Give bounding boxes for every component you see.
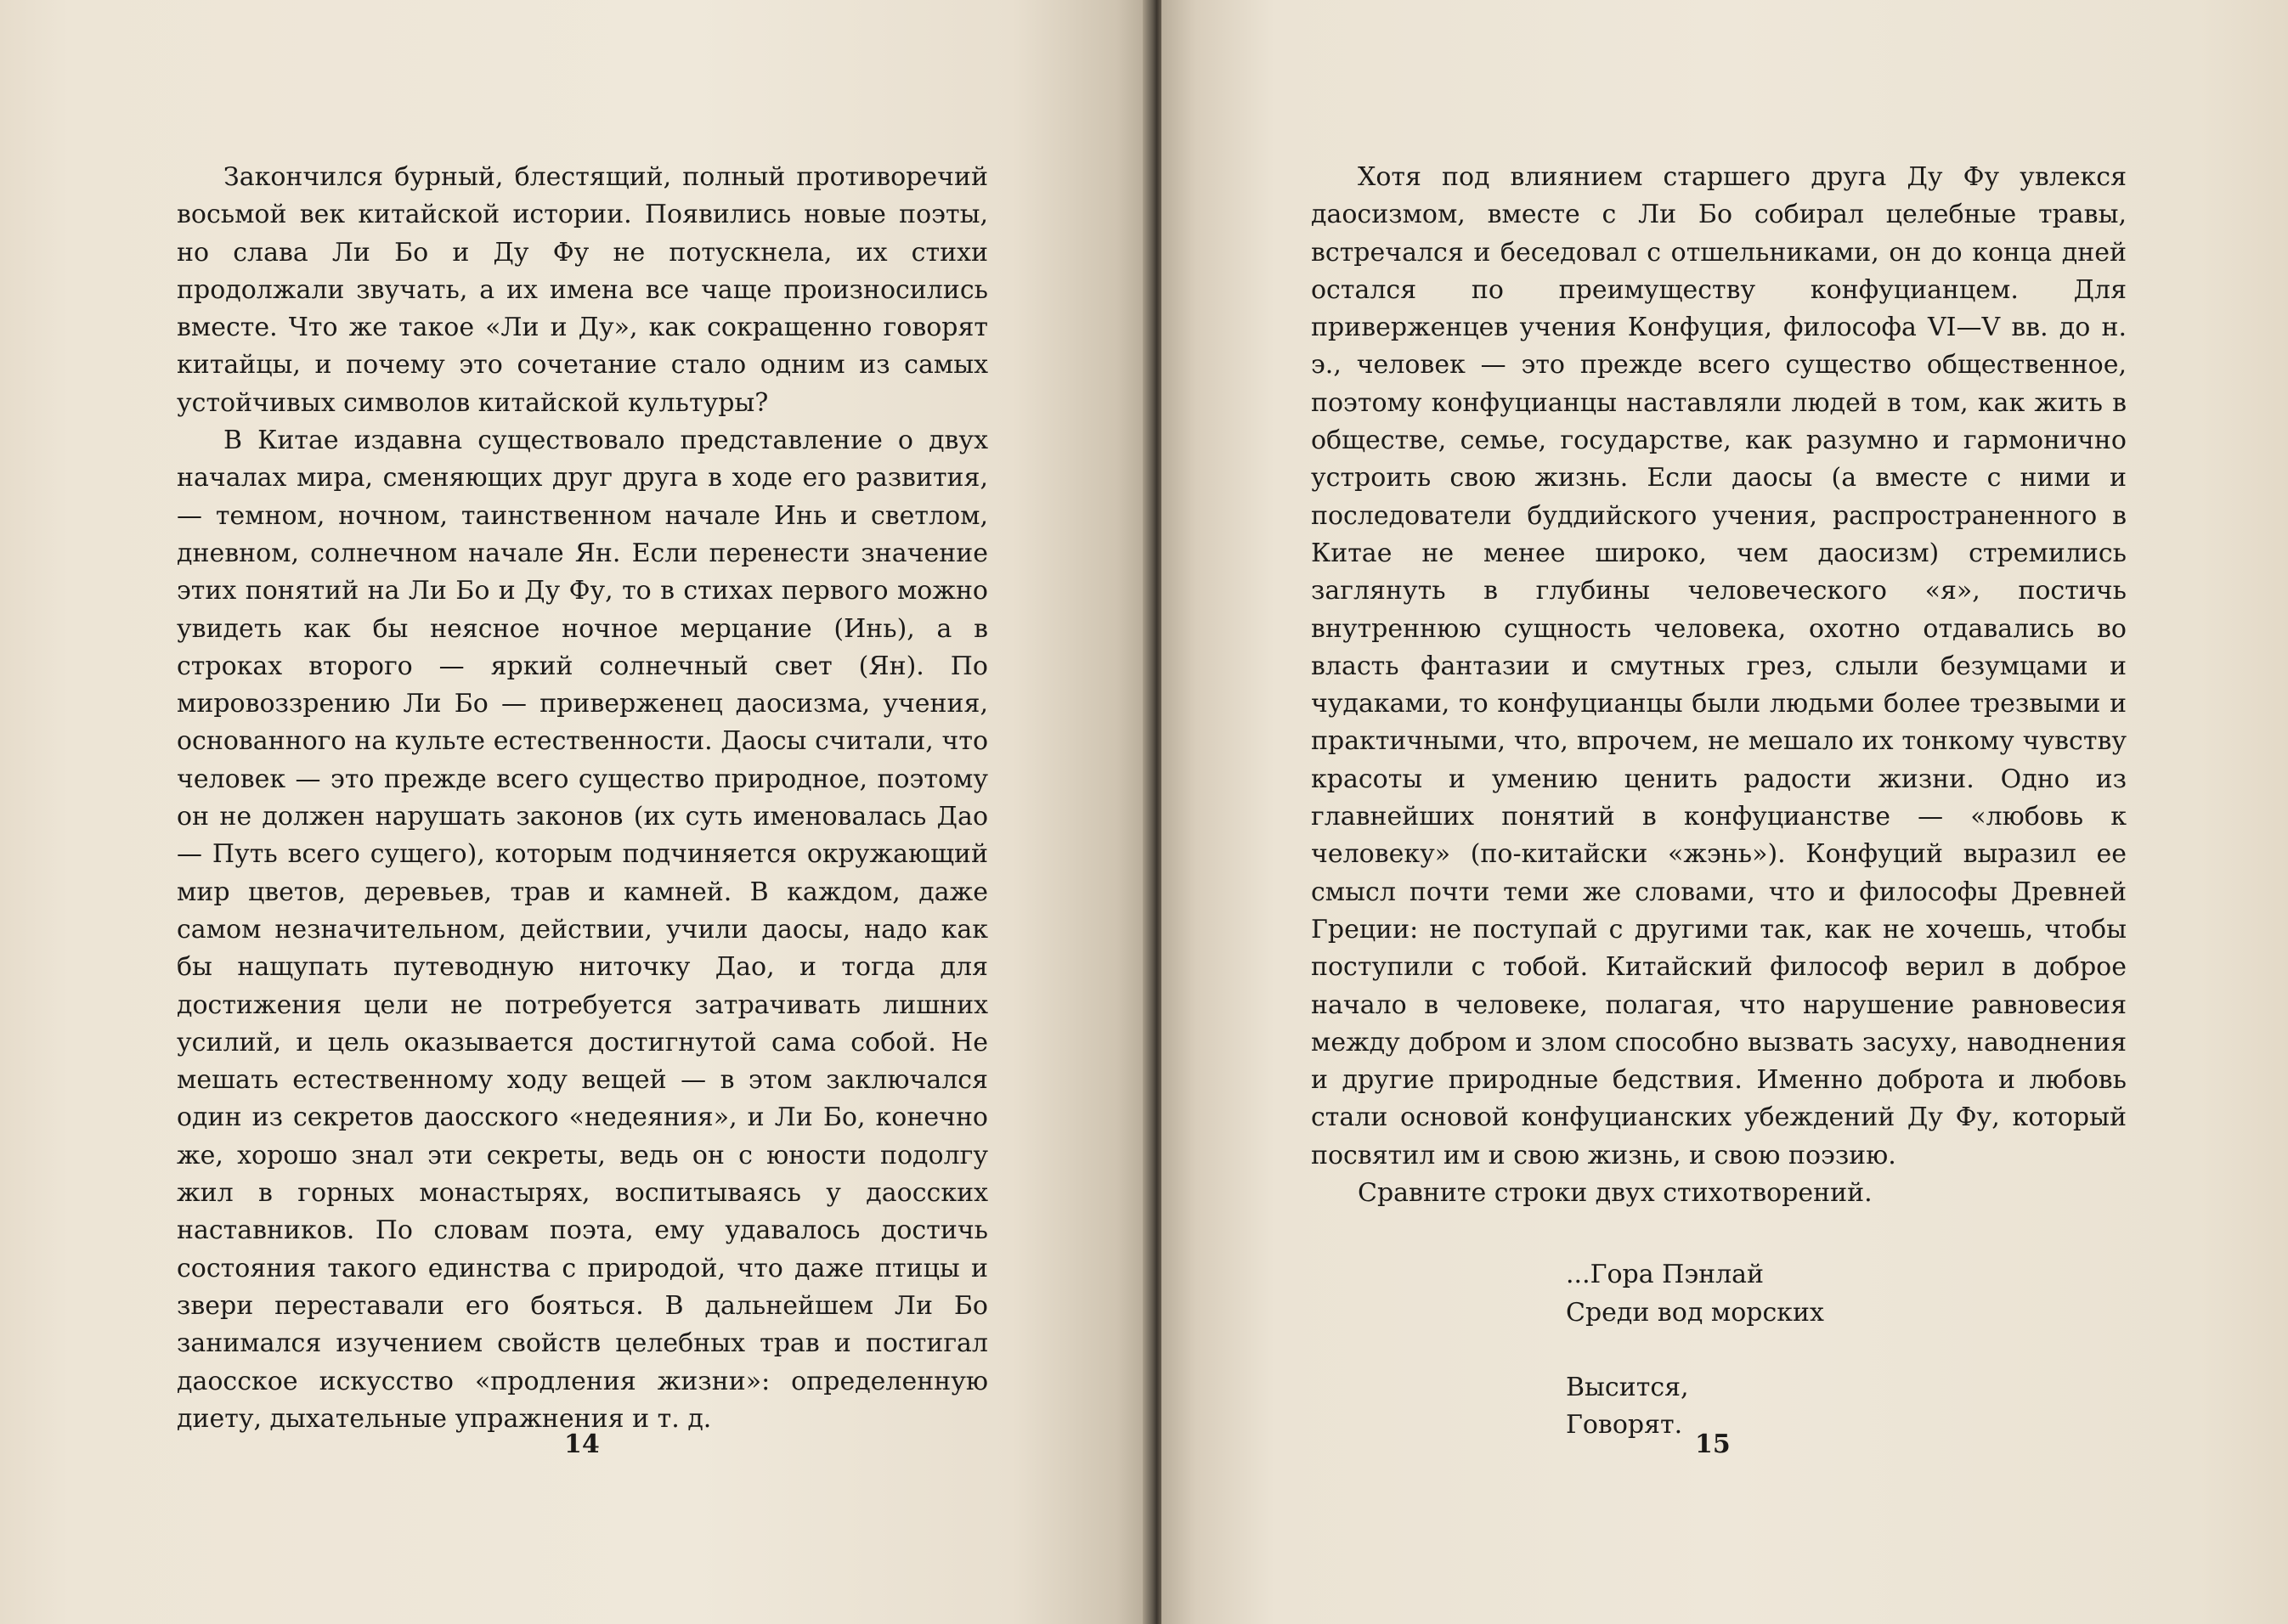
paragraph: Сравните строки двух стихотворений. bbox=[1358, 1178, 1873, 1209]
poem-excerpt bbox=[1311, 1256, 2127, 1444]
paragraph: Хотя под влиянием старшего друга Ду Фу увлекся даосизмом, вместе с Ли Бо собирал целебные травы, встречался и беседовал с отшельниками, он до конца дней остался по преимуществу конфуцианцем. Для приверженцев учения Конфуция, философа VI—V вв. до н. э., человек — это прежде всего существо общественное, поэтому конфуцианцы наставляли людей в том, как жить в обществе, семье, государстве, как разумно и гармонично устроить свою жизнь. Если даосы (а вместе с ними и последователи буддийского учения, распространенного в Китае не менее широко, чем даосизм) стремились заглянуть в глубины человеческого «я», постичь внутреннюю сущность человека, охотно отдавались во власть фантазии и смутных грез, слыли безумцами и чудаками, то конфуцианцы были людьми более трезвыми и практичными, что, впрочем, не мешало их тонкому чувству красоты и умению ценить радости жизни. Одно из главнейших понятий в конфуцианстве — «любовь к человеку» (по-китайски «жэнь»). Конфуций выразил ее смысл почти теми же словами, что и философы Древней Греции: не поступай с другими так, как не хочешь, чтобы поступили с тобой. Китайский философ верил в доброе начало в человеке, полагая, что нарушение равновесия между добром и злом способно вызвать засуху, наводнения и другие природные бедствия. Именно доброта и любовь стали основой конфуцианских убеждений Ду Фу, который посвятил им и свою жизнь, и свою поэзию. bbox=[1311, 162, 2127, 1170]
paragraph: В Китае издавна существовало представление о двух началах мира, сменяющих друг друга в ходе его развития, — темном, ночном, таинственном начале Инь и светлом, дневном, солнечном начале Ян. Если перенести значение этих понятий на Ли Бо и Ду Фу, то в стихах первого можно увидеть как бы неясное ночное мерцание (Инь), а в строках второго — яркий солнечный свет (Ян). По мировоззрению Ли Бо — приверженец даосизма, учения, основанного на культе естественности. Даосы считали, что человек — это прежде всего существо природное, поэтому он не должен нарушать законов (их суть именовалась Дао — Путь всего сущего), которым подчиняется окружающий мир цветов, деревьев, трав и камней. В каждом, даже самом незначительном, действии, учили даосы, надо как бы нащупать путеводную ниточку Дао, и тогда для достижения цели не потребуется затрачивать лишних усилий, и цель оказывается достигнутой сама собой. Не мешать естественному ходу вещей — в этом заключался один из секретов даосского «недеяния», и Ли Бо, конечно же, хорошо знал эти секреты, ведь он с юности подолгу жил в горных монастырях, воспитываясь у даосских наставников. По словам поэта, ему удавалось достичь состояния такого единства с природой, что даже птицы и звери переставали его бояться. В дальнейшем Ли Бо занимался изучением свойств целебных трав и постигал даосское искусство «продления жизни»: определенную диету, дыхательные упражнения и т. д. bbox=[177, 426, 988, 1434]
right-page-text bbox=[1311, 159, 2127, 1445]
page-number: 15 bbox=[1695, 1429, 1731, 1459]
poem-line: Среди вод морских bbox=[1566, 1297, 1824, 1328]
right-page bbox=[1161, 0, 2288, 1624]
left-page-text bbox=[177, 159, 988, 1438]
poem-line: Высится, bbox=[1566, 1372, 1689, 1402]
poem-line: Говорят. bbox=[1566, 1410, 1683, 1441]
page-number: 14 bbox=[564, 1429, 600, 1459]
stanza-break bbox=[1566, 1332, 2127, 1369]
paragraph: Закончился бурный, блестящий, полный противоречий восьмой век китайской истории. Появились новые поэты, но слава Ли Бо и Ду Фу не потускнела, их стихи продолжали звучать, а их имена все чаще произносились вместе. Что же такое «Ли и Ду», как сокращенно говорят китайцы, и почему это сочетание стало одним из самых устойчивых символов китайской культуры? bbox=[177, 162, 988, 418]
poem-line: ...Гора Пэнлай bbox=[1566, 1260, 1765, 1290]
